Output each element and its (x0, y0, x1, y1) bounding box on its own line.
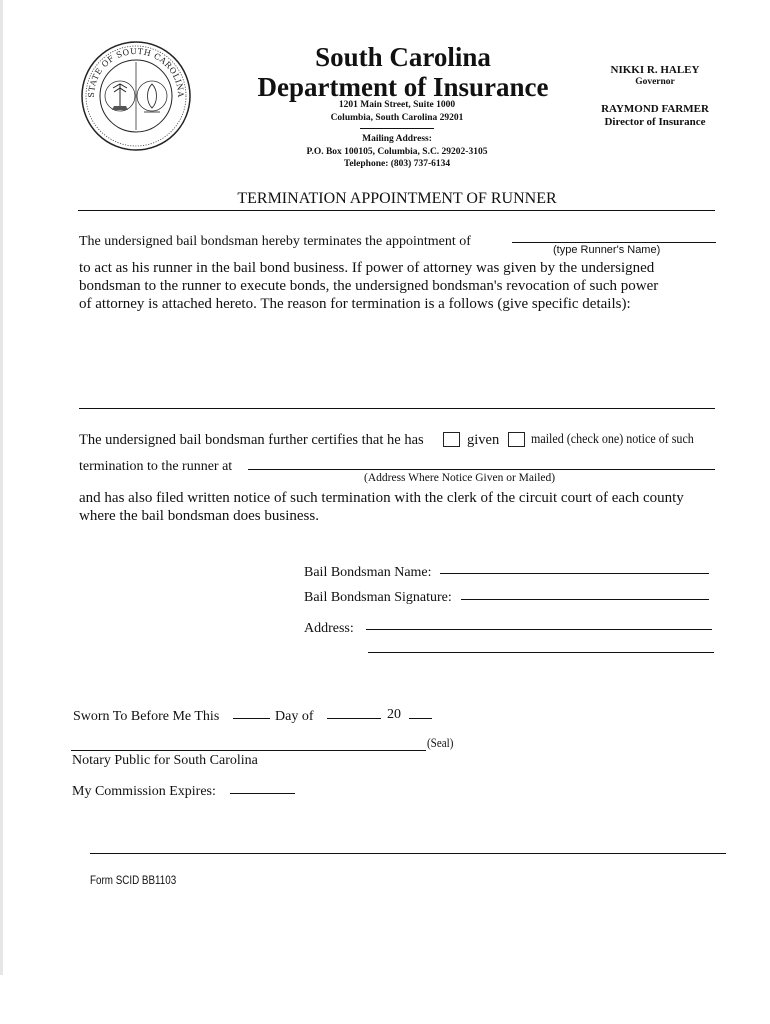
form-id: Form SCID BB1103 (90, 873, 177, 887)
seal-label: (Seal) (427, 735, 454, 750)
footer-rule (90, 853, 726, 854)
sworn-label: Sworn To Before Me This (73, 709, 220, 724)
bondsman-address-field-1[interactable] (366, 629, 712, 630)
year-prefix: 20 (387, 707, 401, 722)
address-divider (360, 128, 434, 129)
termination-text: termination to the runner at (79, 459, 233, 474)
reason-details-field[interactable] (79, 408, 715, 409)
bondsman-signature-label: Bail Bondsman Signature: (304, 590, 452, 605)
telephone: Telephone: (803) 737-6134 (343, 159, 451, 169)
mailing-address-label: Mailing Address: (362, 134, 432, 144)
governor-name: NIKKI R. HALEY (610, 64, 700, 76)
certify-text: The undersigned bail bondsman further certifies that he has (79, 432, 424, 448)
bondsman-name-field[interactable] (440, 573, 709, 574)
bondsman-address-field-2[interactable] (368, 652, 714, 653)
runner-name-hint: (type Runner's Name) (553, 244, 661, 256)
body-line-3: of attorney is attached hereto. The reason for termination is a follows (give specific details): (79, 296, 631, 312)
given-checkbox[interactable] (443, 432, 460, 447)
commission-label: My Commission Expires: (72, 784, 216, 799)
agency-name-line2: Department of Insurance (257, 72, 549, 102)
filed-line-2: where the bail bondsman does business. (79, 508, 319, 524)
filed-line-1: and has also filed written notice of such termination with the clerk of the circuit court of each county (79, 490, 684, 506)
title-rule (78, 210, 715, 211)
governor-title: Governor (635, 77, 675, 87)
notary-signature-field[interactable] (71, 750, 426, 751)
agency-name-line1: South Carolina (315, 42, 491, 72)
street-address: 1201 Main Street, Suite 1000 (338, 100, 456, 110)
bondsman-signature-field[interactable] (461, 599, 709, 600)
body-line-2: bondsman to the runner to execute bonds, the undersigned bondsman's revocation of such power (79, 278, 659, 294)
bondsman-address-label: Address: (304, 621, 354, 636)
day-of-label: Day of (275, 709, 314, 724)
mailed-label: mailed (check one) notice of such (531, 432, 694, 447)
bondsman-name-label: Bail Bondsman Name: (304, 565, 432, 580)
po-box-address: P.O. Box 100105, Columbia, S.C. 29202-3105 (306, 147, 488, 157)
given-label: given (467, 432, 500, 448)
sworn-month-field[interactable] (327, 718, 381, 719)
director-title: Director of Insurance (604, 116, 706, 128)
city-address: Columbia, South Carolina 29201 (330, 113, 464, 123)
intro-text: The undersigned bail bondsman hereby terminates the appointment of (79, 234, 471, 249)
sworn-day-field[interactable] (233, 718, 270, 719)
form-title: TERMINATION APPOINTMENT OF RUNNER (237, 190, 557, 207)
runner-address-field[interactable] (248, 469, 715, 470)
seal-text: STATE OF SOUTH CAROLINA (86, 46, 186, 98)
sworn-year-field[interactable] (409, 718, 432, 719)
commission-expires-field[interactable] (230, 793, 295, 794)
mailed-checkbox[interactable] (508, 432, 525, 447)
director-name: RAYMOND FARMER (601, 103, 709, 115)
body-line-1: to act as his runner in the bail bond business. If power of attorney was given by the undersigned (79, 260, 655, 276)
address-hint: (Address Where Notice Given or Mailed) (364, 472, 556, 484)
runner-name-field[interactable] (512, 242, 716, 243)
notary-label: Notary Public for South Carolina (72, 753, 258, 768)
